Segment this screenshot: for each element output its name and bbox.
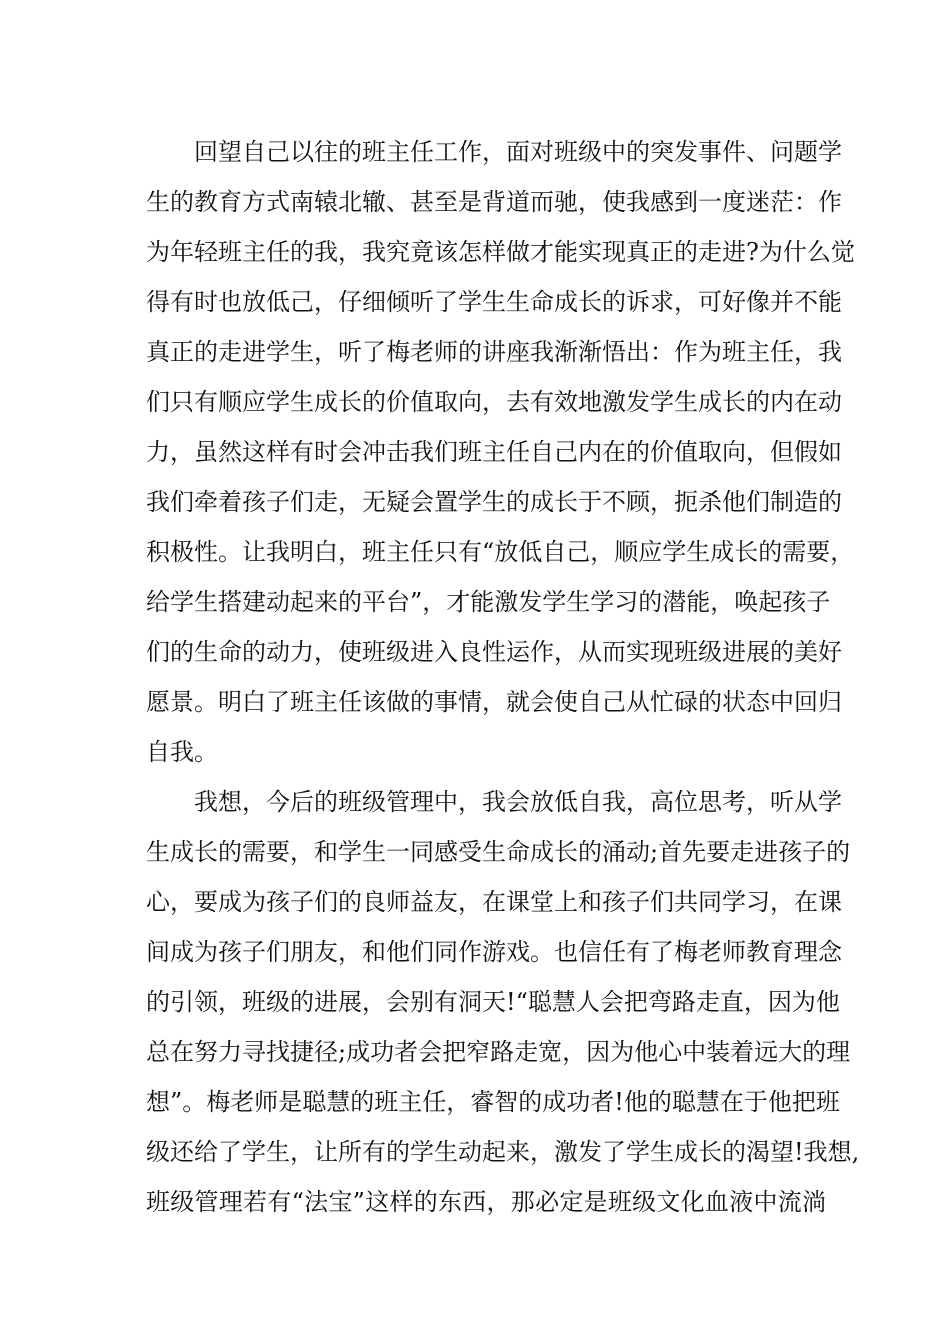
text-line: 生成长的需要，和学生一同感受生命成长的涌动;首先要走进孩子的 bbox=[146, 838, 851, 866]
text-line: 我们牵着孩子们走，无疑会置学生的成长于不顾，扼杀他们制造的 bbox=[146, 488, 842, 516]
text-line: 们只有顺应学生成长的价值取向，去有效地激发学生成长的内在动 bbox=[146, 388, 842, 416]
text-line: 心，要成为孩子们的良师益友，在课堂上和孩子们共同学习，在课 bbox=[146, 888, 842, 916]
text-line: 给学生搭建动起来的平台”，才能激发学生学习的潜能，唤起孩子 bbox=[146, 588, 831, 616]
text-line: 力，虽然这样有时会冲击我们班主任自己内在的价值取向，但假如 bbox=[146, 438, 842, 466]
text-line: 的引领，班级的进展，会别有洞天!“聪慧人会把弯路走直，因为他 bbox=[146, 988, 840, 1016]
text-line: 自我。 bbox=[146, 738, 218, 766]
text-line: 愿景。明白了班主任该做的事情，就会使自己从忙碌的状态中回归 bbox=[146, 688, 842, 716]
text-line: 想”。梅老师是聪慧的班主任，睿智的成功者!他的聪慧在于他把班 bbox=[146, 1088, 840, 1116]
text-line: 班级管理若有“法宝”这样的东西，那必定是班级文化血液中流淌 bbox=[146, 1188, 826, 1216]
text-line: 间成为孩子们朋友，和他们同作游戏。也信任有了梅老师教育理念 bbox=[146, 938, 842, 966]
text-line: 真正的走进学生，听了梅老师的讲座我渐渐悟出：作为班主任，我 bbox=[146, 338, 842, 366]
text-line: 回望自己以往的班主任工作，面对班级中的突发事件、问题学 bbox=[194, 138, 842, 166]
text-line: 级还给了学生，让所有的学生动起来，激发了学生成长的渴望!我想, bbox=[146, 1138, 860, 1166]
text-line: 积极性。让我明白，班主任只有“放低自己，顺应学生成长的需要， bbox=[146, 538, 855, 566]
text-line: 总在努力寻找捷径;成功者会把窄路走宽，因为他心中装着远大的理 bbox=[146, 1038, 851, 1066]
text-line: 生的教育方式南辕北辙、甚至是背道而驰，使我感到一度迷茫：作 bbox=[146, 188, 842, 216]
text-line: 们的生命的动力，使班级进入良性运作，从而实现班级进展的美好 bbox=[146, 638, 842, 666]
text-line: 得有时也放低己，仔细倾听了学生生命成长的诉求，可好像并不能 bbox=[146, 288, 842, 316]
text-line: 我想，今后的班级管理中，我会放低自我，高位思考，听从学 bbox=[194, 788, 842, 816]
text-line: 为年轻班主任的我，我究竟该怎样做才能实现真正的走进?为什么觉 bbox=[146, 238, 855, 266]
